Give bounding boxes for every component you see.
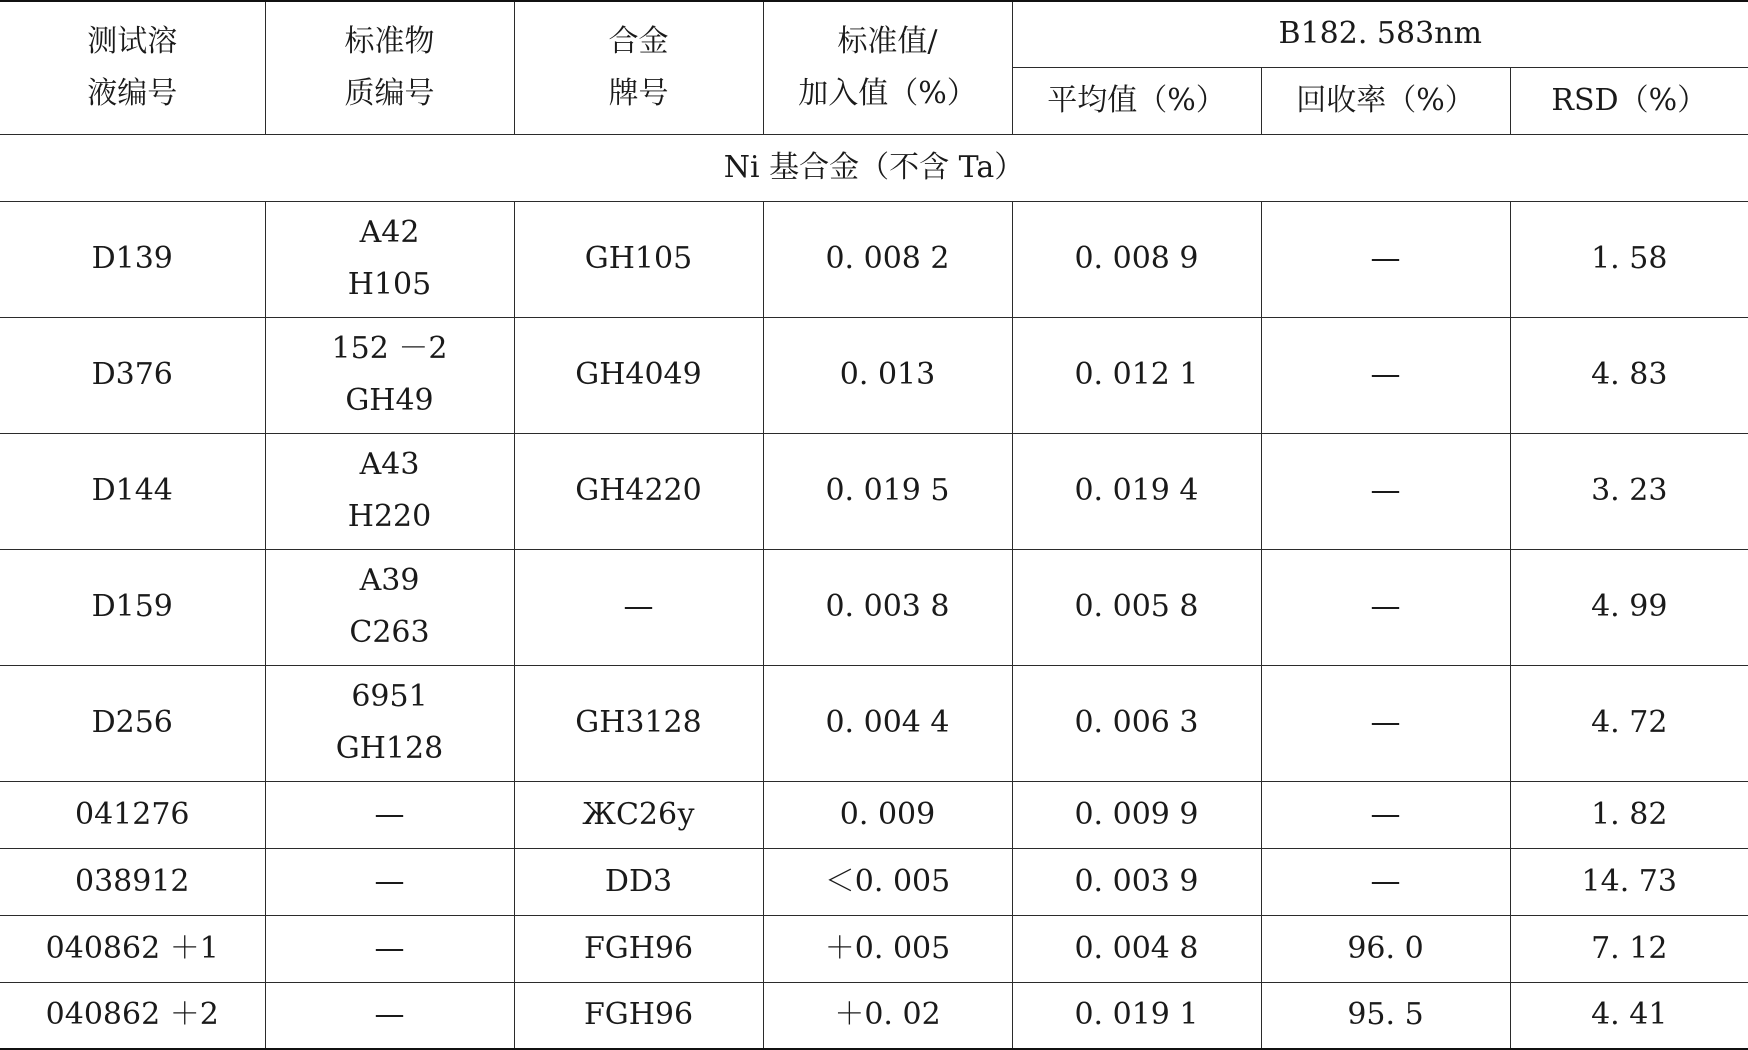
solution-id-cell: D376 [0, 317, 265, 433]
reference-id-cell: 6951 GH128 [265, 665, 514, 781]
recovery-cell: — [1261, 781, 1510, 848]
header-recovery: 回收率（%） [1261, 67, 1510, 134]
alloy-cell: ЖС26у [514, 781, 763, 848]
average-cell: 0. 009 9 [1012, 781, 1261, 848]
reference-id-cell: A42 H105 [265, 201, 514, 317]
header-alloy-grade: 合金 牌号 [514, 1, 763, 134]
table-row [0, 982, 1748, 1049]
recovery-cell: — [1261, 201, 1510, 317]
table-row [0, 781, 1748, 848]
standard-value-cell: 0. 009 [763, 781, 1012, 848]
table-row [0, 915, 1748, 982]
solution-id-cell: D139 [0, 201, 265, 317]
recovery-cell: — [1261, 317, 1510, 433]
standard-value-cell: 0. 008 2 [763, 201, 1012, 317]
header-row-1 [0, 1, 1748, 67]
header-solution-id: 测试溶 液编号 [0, 1, 265, 134]
section-row [0, 134, 1748, 201]
alloy-cell: FGH96 [514, 982, 763, 1049]
recovery-cell: 95. 5 [1261, 982, 1510, 1049]
reference-id-cell: 152 －2 GH49 [265, 317, 514, 433]
average-cell: 0. 003 9 [1012, 848, 1261, 915]
average-cell: 0. 012 1 [1012, 317, 1261, 433]
solution-id-cell: 038912 [0, 848, 265, 915]
solution-id-cell: 040862 ＋2 [0, 982, 265, 1049]
header-reference-material-id: 标准物 质编号 [265, 1, 514, 134]
rsd-cell: 1. 82 [1510, 781, 1748, 848]
reference-id-cell: A39 C263 [265, 549, 514, 665]
table-row [0, 549, 1748, 665]
rsd-cell: 4. 41 [1510, 982, 1748, 1049]
standard-value-cell: 0. 019 5 [763, 433, 1012, 549]
standard-value-cell: ＋0. 005 [763, 915, 1012, 982]
rsd-cell: 7. 12 [1510, 915, 1748, 982]
average-cell: 0. 019 4 [1012, 433, 1261, 549]
recovery-cell: — [1261, 665, 1510, 781]
solution-id-cell: 040862 ＋1 [0, 915, 265, 982]
alloy-cell: DD3 [514, 848, 763, 915]
rsd-cell: 3. 23 [1510, 433, 1748, 549]
rsd-cell: 1. 58 [1510, 201, 1748, 317]
header-standard-value: 标准值/ 加入值（%） [763, 1, 1012, 134]
reference-id-cell: — [265, 982, 514, 1049]
rsd-cell: 4. 72 [1510, 665, 1748, 781]
standard-value-cell: 0. 004 4 [763, 665, 1012, 781]
rsd-cell: 4. 99 [1510, 549, 1748, 665]
solution-id-cell: D256 [0, 665, 265, 781]
standard-value-cell: ＜0. 005 [763, 848, 1012, 915]
alloy-cell: FGH96 [514, 915, 763, 982]
alloy-cell: GH105 [514, 201, 763, 317]
table-row [0, 317, 1748, 433]
table-row [0, 665, 1748, 781]
header-average: 平均值（%） [1012, 67, 1261, 134]
alloy-cell: — [514, 549, 763, 665]
standard-value-cell: ＋0. 02 [763, 982, 1012, 1049]
alloy-cell: GH3128 [514, 665, 763, 781]
recovery-cell: — [1261, 848, 1510, 915]
alloy-cell: GH4049 [514, 317, 763, 433]
header-wavelength-group: B182. 583nm [1012, 1, 1748, 67]
section-title: Ni 基合金（不含 Ta） [0, 134, 1748, 201]
average-cell: 0. 019 1 [1012, 982, 1261, 1049]
average-cell: 0. 005 8 [1012, 549, 1261, 665]
table-row [0, 201, 1748, 317]
table-row [0, 848, 1748, 915]
rsd-cell: 14. 73 [1510, 848, 1748, 915]
header-rsd: RSD（%） [1510, 67, 1748, 134]
solution-id-cell: 041276 [0, 781, 265, 848]
solution-id-cell: D144 [0, 433, 265, 549]
reference-id-cell: — [265, 915, 514, 982]
table-row [0, 433, 1748, 549]
average-cell: 0. 004 8 [1012, 915, 1261, 982]
average-cell: 0. 006 3 [1012, 665, 1261, 781]
recovery-cell: 96. 0 [1261, 915, 1510, 982]
rsd-cell: 4. 83 [1510, 317, 1748, 433]
average-cell: 0. 008 9 [1012, 201, 1261, 317]
standard-value-cell: 0. 003 8 [763, 549, 1012, 665]
solution-id-cell: D159 [0, 549, 265, 665]
recovery-cell: — [1261, 433, 1510, 549]
recovery-cell: — [1261, 549, 1510, 665]
standard-value-cell: 0. 013 [763, 317, 1012, 433]
reference-id-cell: — [265, 781, 514, 848]
reference-id-cell: A43 H220 [265, 433, 514, 549]
reference-id-cell: — [265, 848, 514, 915]
alloy-cell: GH4220 [514, 433, 763, 549]
